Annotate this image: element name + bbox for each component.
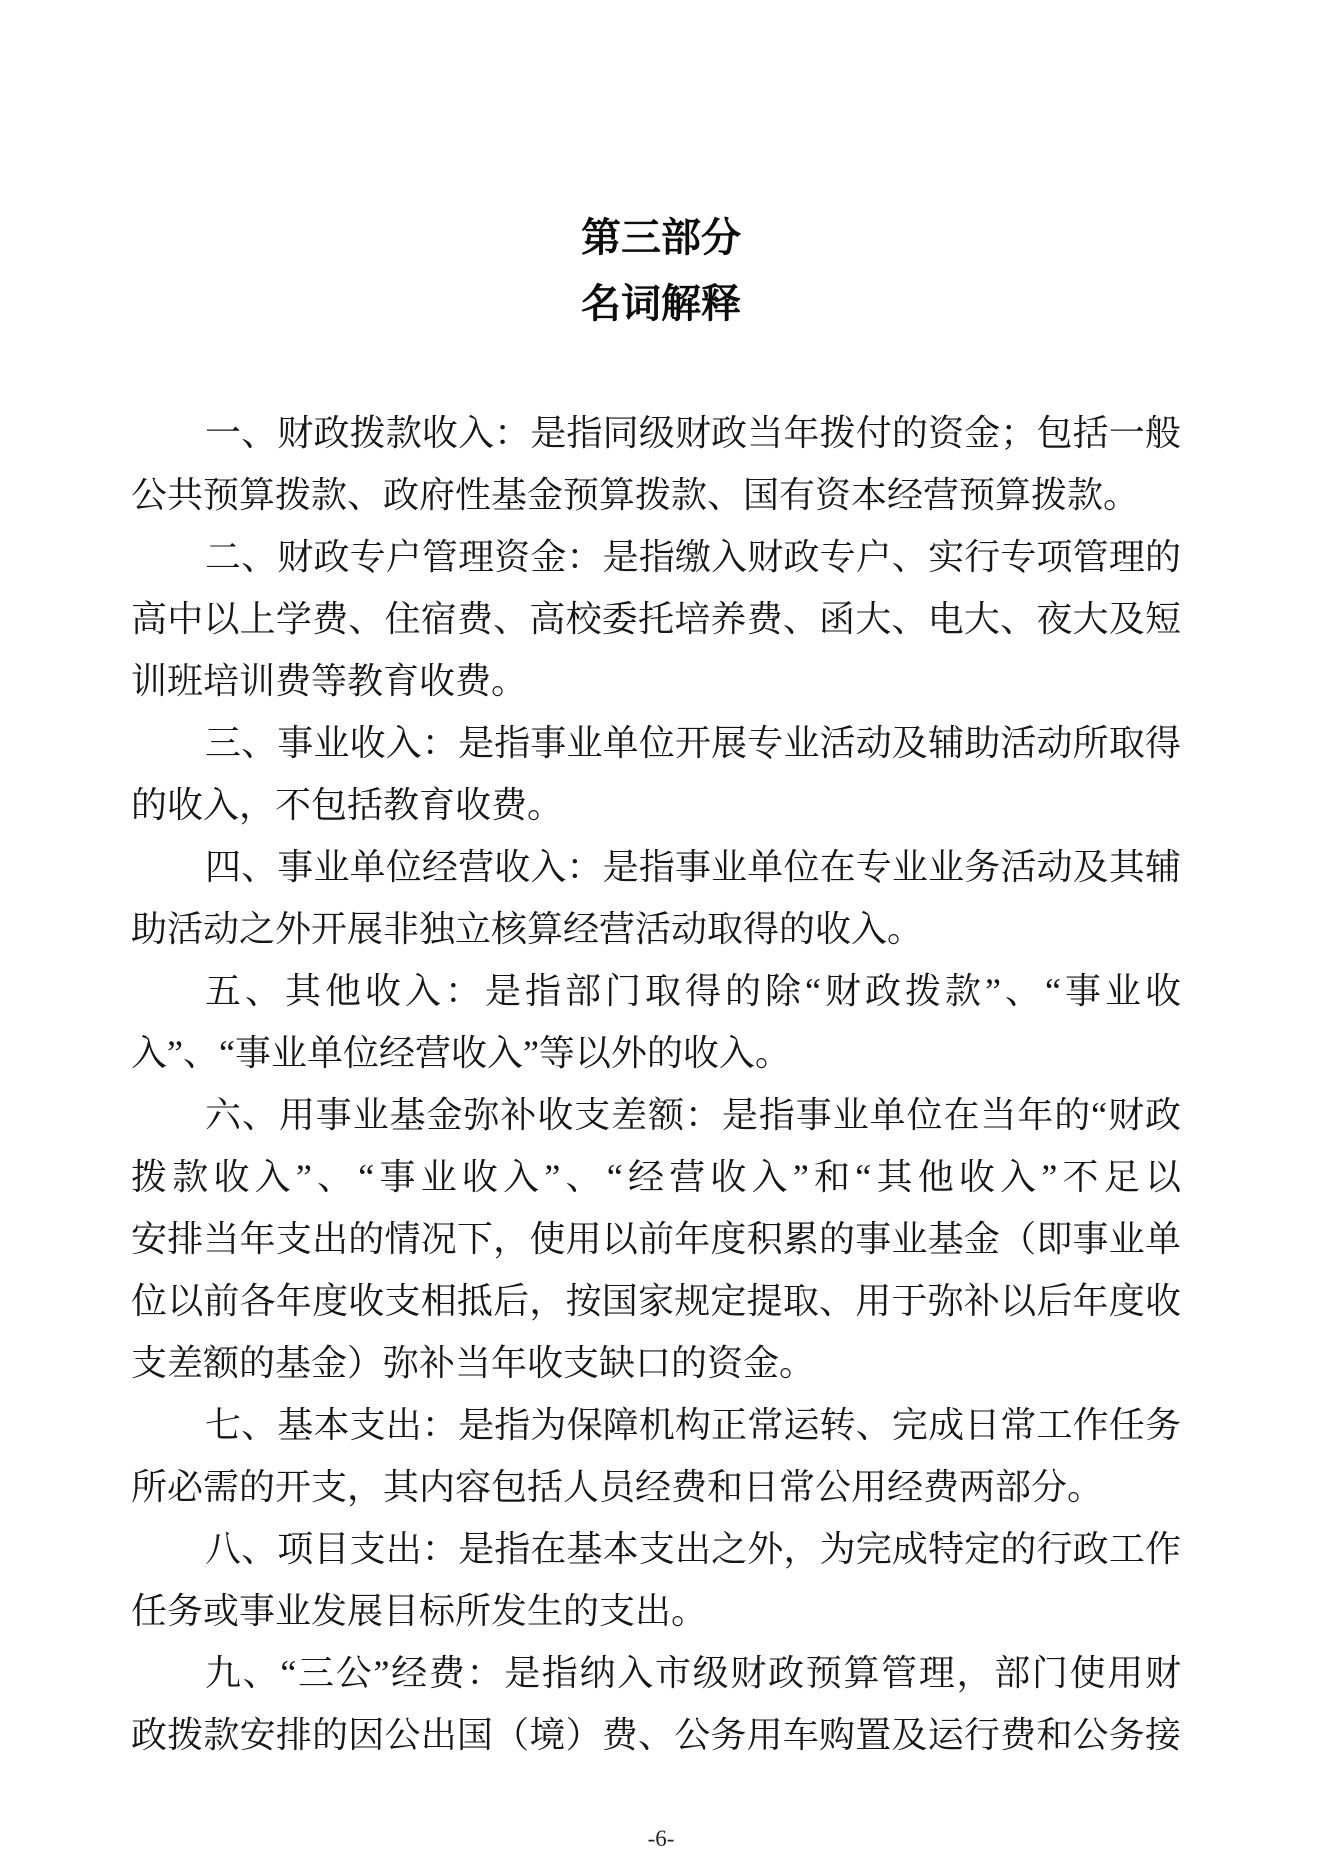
body-line: 助活动之外开展非独立核算经营活动取得的收入。 bbox=[131, 909, 924, 949]
body-line: 四、事业单位经营收入：是指事业单位在专业业务活动及其辅 bbox=[205, 847, 1181, 887]
body-line: 六、用事业基金弥补收支差额：是指事业单位在当年的“财政 bbox=[205, 1095, 1181, 1135]
document-title: 第三部分 bbox=[581, 216, 741, 260]
body-line: 入”、“事业单位经营收入”等以外的收入。 bbox=[131, 1033, 791, 1073]
body-line: 拨款收入”、“事业收入”、“经营收入”和“其他收入”不足以 bbox=[131, 1157, 1181, 1197]
body-line: 任务或事业发展目标所发生的支出。 bbox=[131, 1591, 708, 1631]
page-number: -6- bbox=[647, 1826, 675, 1851]
body-line: 公共预算拨款、政府性基金预算拨款、国有资本经营预算拨款。 bbox=[131, 475, 1140, 515]
body-line: 九、“三公”经费：是指纳入市级财政预算管理，部门使用财 bbox=[205, 1653, 1181, 1693]
body-line: 八、项目支出：是指在基本支出之外，为完成特定的行政工作 bbox=[205, 1529, 1181, 1569]
document-subtitle: 名词解释 bbox=[581, 282, 741, 326]
body-line: 三、事业收入：是指事业单位开展专业活动及辅助活动所取得 bbox=[205, 723, 1181, 763]
body-line: 七、基本支出：是指为保障机构正常运转、完成日常工作任务 bbox=[205, 1405, 1181, 1445]
document-body bbox=[131, 402, 1181, 1766]
body-line: 支差额的基金）弥补当年收支缺口的资金。 bbox=[131, 1343, 816, 1383]
body-line: 高中以上学费、住宿费、高校委托培养费、函大、电大、夜大及短 bbox=[131, 599, 1181, 639]
body-line: 安排当年支出的情况下，使用以前年度积累的事业基金（即事业单 bbox=[131, 1219, 1181, 1259]
body-line: 位以前各年度收支相抵后，按国家规定提取、用于弥补以后年度收 bbox=[131, 1281, 1181, 1321]
document-header bbox=[0, 205, 1322, 337]
body-line: 政拨款安排的因公出国（境）费、公务用车购置及运行费和公务接 bbox=[131, 1715, 1181, 1755]
body-line: 的收入，不包括教育收费。 bbox=[131, 785, 564, 825]
body-line: 五、其他收入：是指部门取得的除“财政拨款”、“事业收 bbox=[205, 971, 1181, 1011]
body-line: 一、财政拨款收入：是指同级财政当年拨付的资金；包括一般 bbox=[205, 413, 1181, 453]
body-line: 所必需的开支，其内容包括人员经费和日常公用经费两部分。 bbox=[131, 1467, 1104, 1507]
body-line: 训班培训费等教育收费。 bbox=[131, 661, 528, 701]
body-line: 二、财政专户管理资金：是指缴入财政专户、实行专项管理的 bbox=[205, 537, 1181, 577]
